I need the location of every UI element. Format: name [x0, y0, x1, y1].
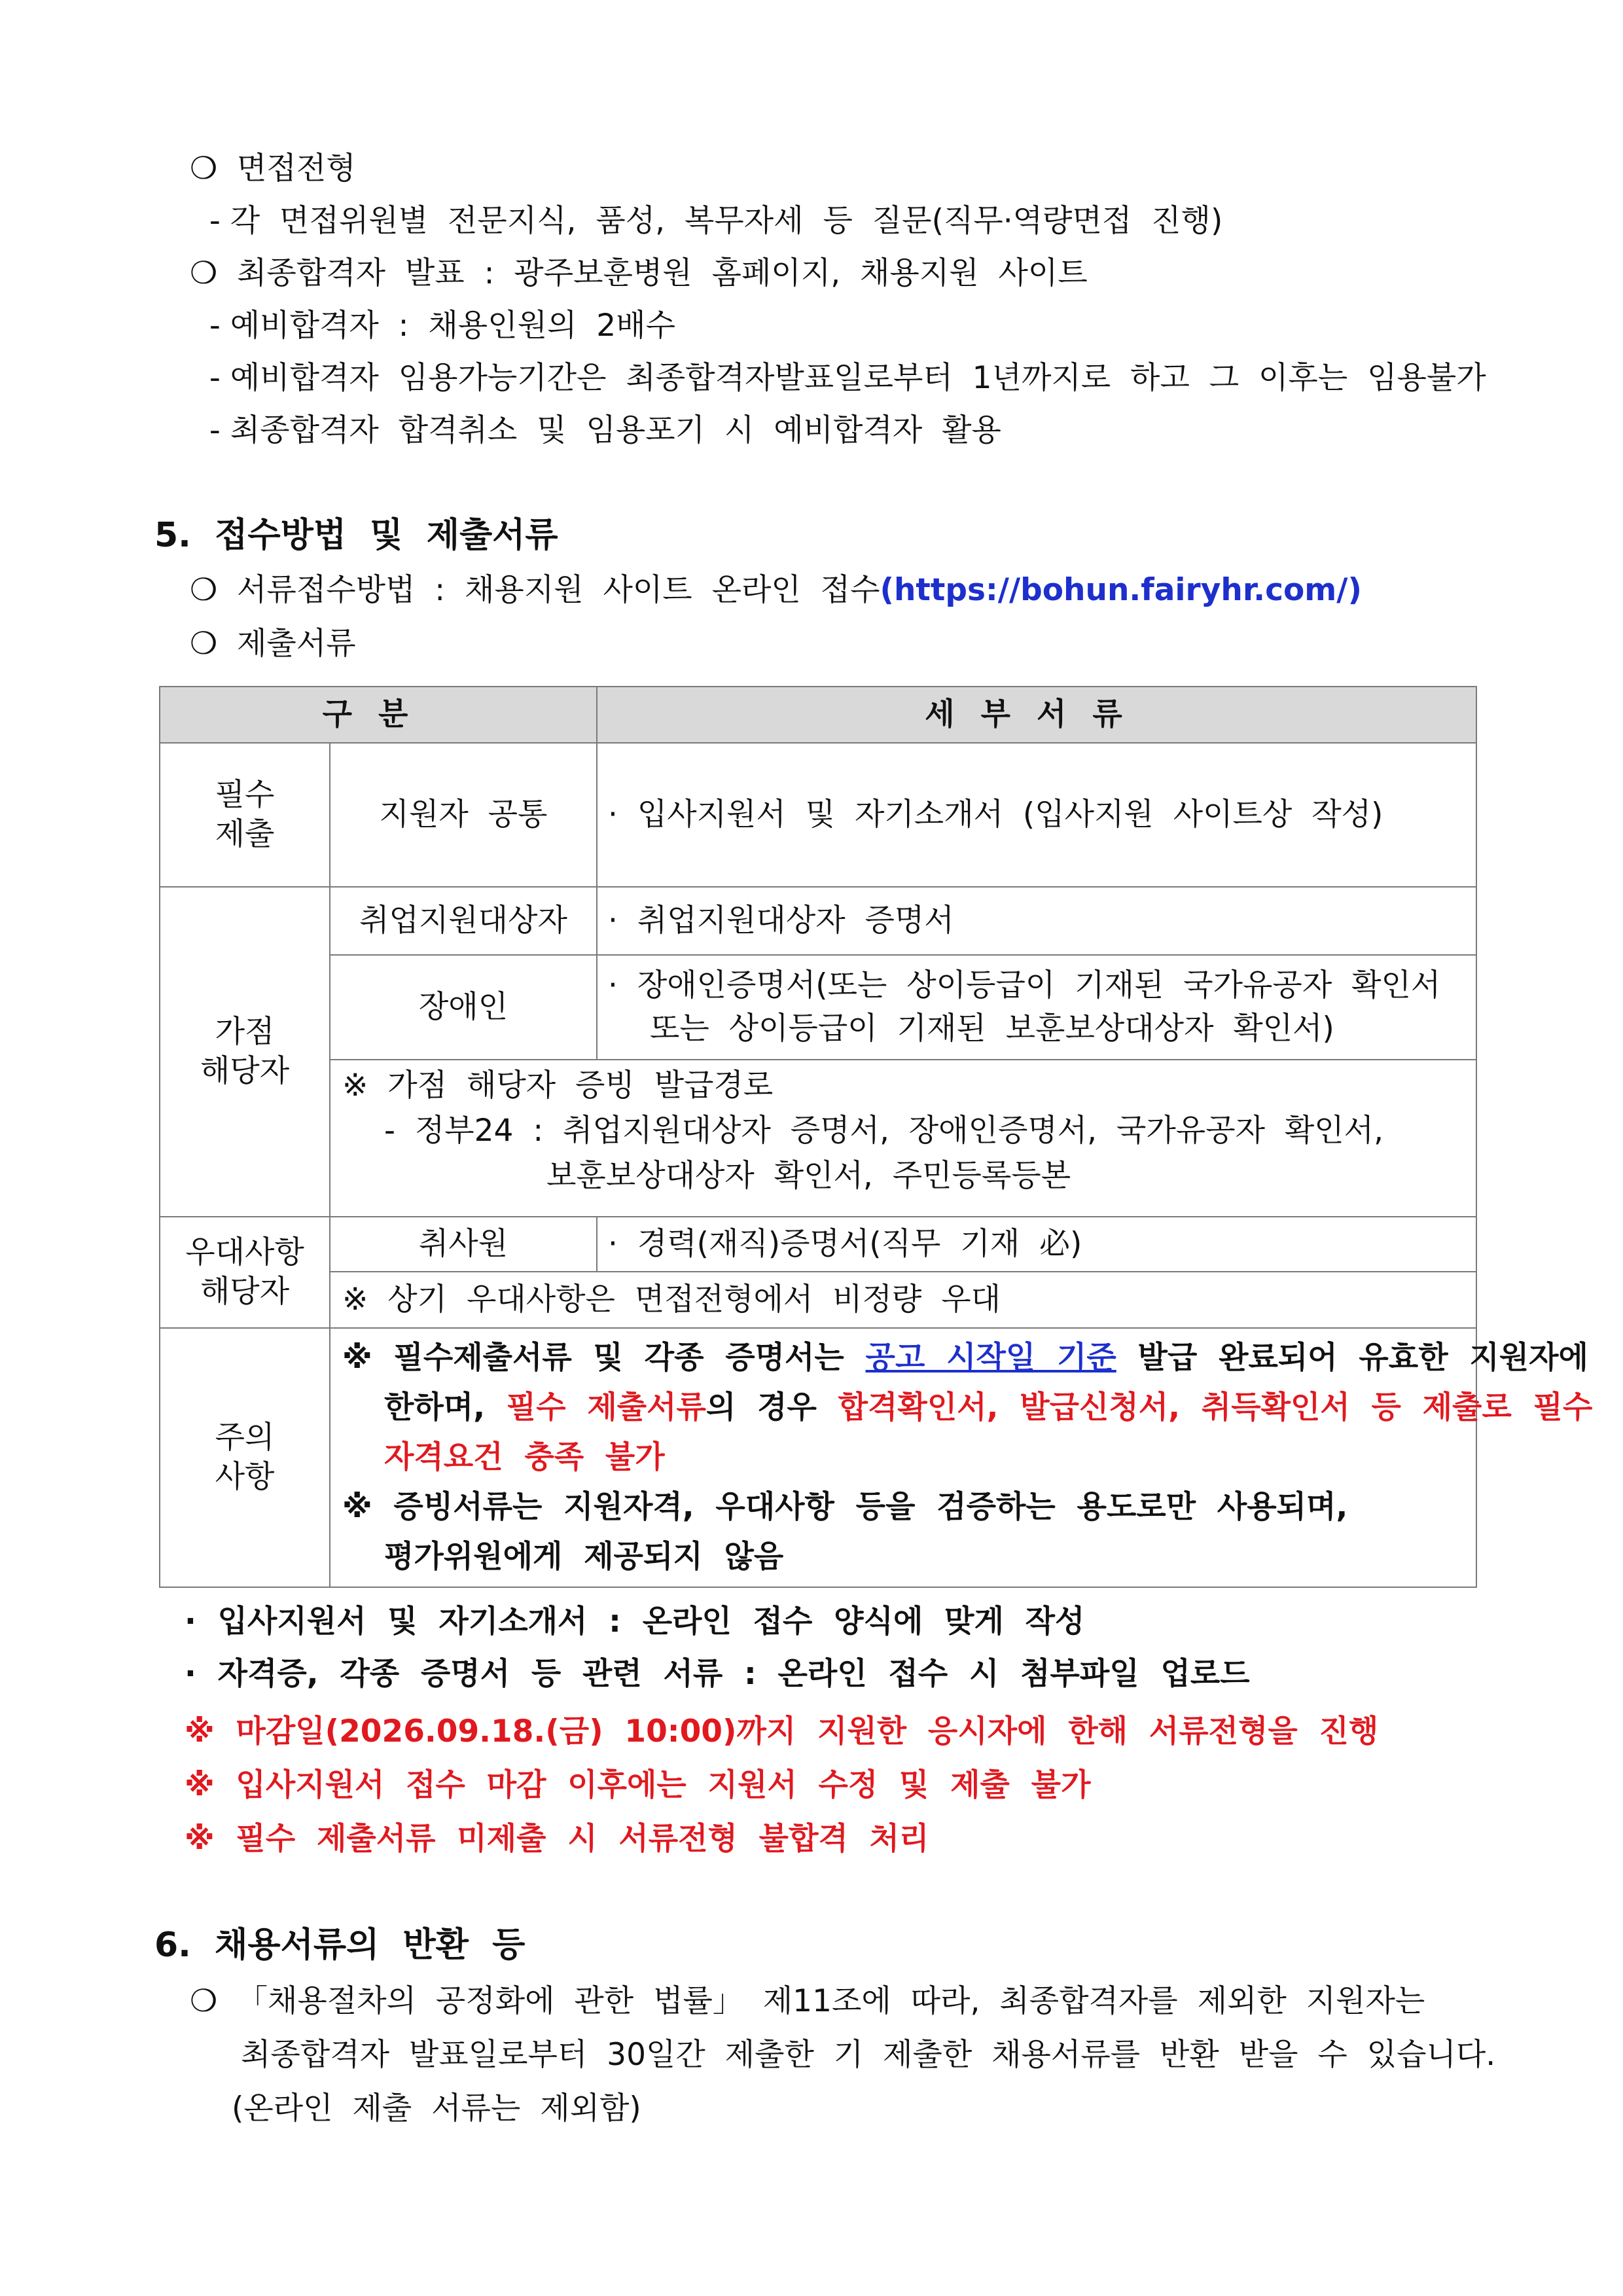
caution-line5: 평가위원에게 제공되지 않음 [384, 1539, 784, 1575]
final-heading: ❍ 최종합격자 발표 : 광주보훈병원 홈페이지, 채용지원 사이트 [190, 255, 1088, 291]
table-row [160, 743, 1476, 887]
after-table-note: · 입사지원서 및 자기소개서 : 온라인 접수 양식에 맞게 작성 [185, 1604, 1085, 1640]
caution-highlight: 합격확인서, 발급신청서, 취득확인서 등 제출로 필수 [838, 1390, 1593, 1426]
category-common: 지원자 공통 [330, 743, 597, 887]
table-row [160, 1328, 1476, 1587]
final-item: - 예비합격자 : 채용인원의 2배수 [190, 308, 675, 344]
docs-heading: ❍ 제출서류 [190, 626, 356, 662]
detail-common: · 입사지원서 및 자기소개서 (입사지원 사이트상 작성) [597, 743, 1476, 887]
section6-line: 최종합격자 발표일로부터 30일간 제출한 기 제출한 채용서류를 반환 받을 수 있습니다. [241, 2037, 1496, 2073]
warning-line: ※ 필수 제출서류 미제출 시 서류전형 불합격 처리 [185, 1821, 929, 1857]
table-row [160, 1060, 1476, 1217]
caution-text: 의 경우 [705, 1390, 838, 1426]
caution-text: 발급 완료되어 유효한 지원자에 [1116, 1340, 1588, 1376]
section6-line: (온라인 제출 서류는 제외함) [232, 2090, 641, 2126]
caution-line3: 자격요건 충족 불가 [384, 1439, 665, 1475]
group-bonus: 가점 해당자 [160, 887, 330, 1217]
group-caution: 주의 사항 [160, 1328, 330, 1587]
header-category: 구분 [160, 687, 597, 743]
bonus-note-line1: ※ 가점 해당자 증빙 발급경로 [342, 1067, 774, 1103]
category-cook: 취사원 [330, 1217, 597, 1272]
warning-line: ※ 마감일(2026.09.18.(금) 10:00)까지 지원한 응시자에 한해 서류전형을 진행 [185, 1713, 1379, 1749]
bonus-note [330, 1060, 1476, 1217]
caution-text: 한하며, [384, 1390, 507, 1426]
submission-url-link[interactable]: (https://bohun.fairyhr.com/) [880, 572, 1362, 608]
caution-line1 [342, 1333, 1588, 1383]
group-preference: 우대사항 해당자 [160, 1217, 330, 1328]
category-disabled: 장애인 [330, 955, 597, 1060]
section6-title: 6. 채용서류의 반환 등 [154, 1926, 526, 1965]
caution-highlight-date: 공고 시작일 기준 [865, 1340, 1116, 1376]
documents-table [159, 686, 1593, 1588]
detail-cook: · 경력(재직)증명서(직무 기재 必) [597, 1217, 1476, 1272]
header-detail: 세부서류 [597, 687, 1476, 743]
table-row [160, 1217, 1476, 1272]
bonus-note-line3: 보훈보상대상자 확인서, 주민등록등본 [546, 1158, 1071, 1194]
after-table-note: · 자격증, 각종 증명서 등 관련 서류 : 온라인 접수 시 첨부파일 업로드 [185, 1656, 1250, 1692]
final-item: - 최종합격자 합격취소 및 임용포기 시 예비합격자 활용 [190, 412, 1001, 448]
submission-method [190, 569, 1362, 611]
caution-note [330, 1328, 1593, 1587]
category-employment-support: 취업지원대상자 [330, 887, 597, 955]
caution-text: ※ 필수제출서류 및 각종 증명서는 [342, 1340, 866, 1376]
caution-line2 [342, 1383, 1593, 1433]
interview-detail: - 각 면접위원별 전문지식, 품성, 복무자세 등 질문(직무·역량면접 진행) [190, 203, 1223, 239]
preference-note: ※ 상기 우대사항은 면접전형에서 비정량 우대 [330, 1272, 1476, 1328]
detail-disabled-line1: · 장애인증명서(또는 상이등급이 기재된 국가유공자 확인서 [608, 967, 1441, 1003]
bonus-note-line2: - 정부24 : 취업지원대상자 증명서, 장애인증명서, 국가유공자 확인서, [384, 1113, 1384, 1149]
detail-disabled-line2: 또는 상이등급이 기재된 보훈보상대상자 확인서) [650, 1011, 1334, 1047]
warning-line: ※ 입사지원서 접수 마감 이후에는 지원서 수정 및 제출 불가 [185, 1767, 1091, 1803]
group-required: 필수 제출 [160, 743, 330, 887]
table-header-row [160, 687, 1476, 743]
detail-disabled [597, 955, 1476, 1060]
section6-line: ❍ 「채용절차의 공정화에 관한 법률」 제11조에 따라, 최종합격자를 제외한 지원자는 [190, 1983, 1425, 2019]
table-row [160, 1272, 1476, 1328]
caution-line4: ※ 증빙서류는 지원자격, 우대사항 등을 검증하는 용도로만 사용되며, [342, 1489, 1348, 1525]
interview-heading: ❍ 면접전형 [190, 151, 356, 187]
detail-employment-support: · 취업지원대상자 증명서 [597, 887, 1476, 955]
section5-title: 5. 접수방법 및 제출서류 [154, 516, 558, 555]
table-row [160, 887, 1476, 955]
caution-highlight: 필수 제출서류 [506, 1390, 706, 1426]
submission-method-text: ❍ 서류접수방법 : 채용지원 사이트 온라인 접수 [190, 572, 880, 608]
final-item: - 예비합격자 임용가능기간은 최종합격자발표일로부터 1년까지로 하고 그 이후는 임용불가 [190, 360, 1486, 396]
table-row [160, 955, 1476, 1060]
